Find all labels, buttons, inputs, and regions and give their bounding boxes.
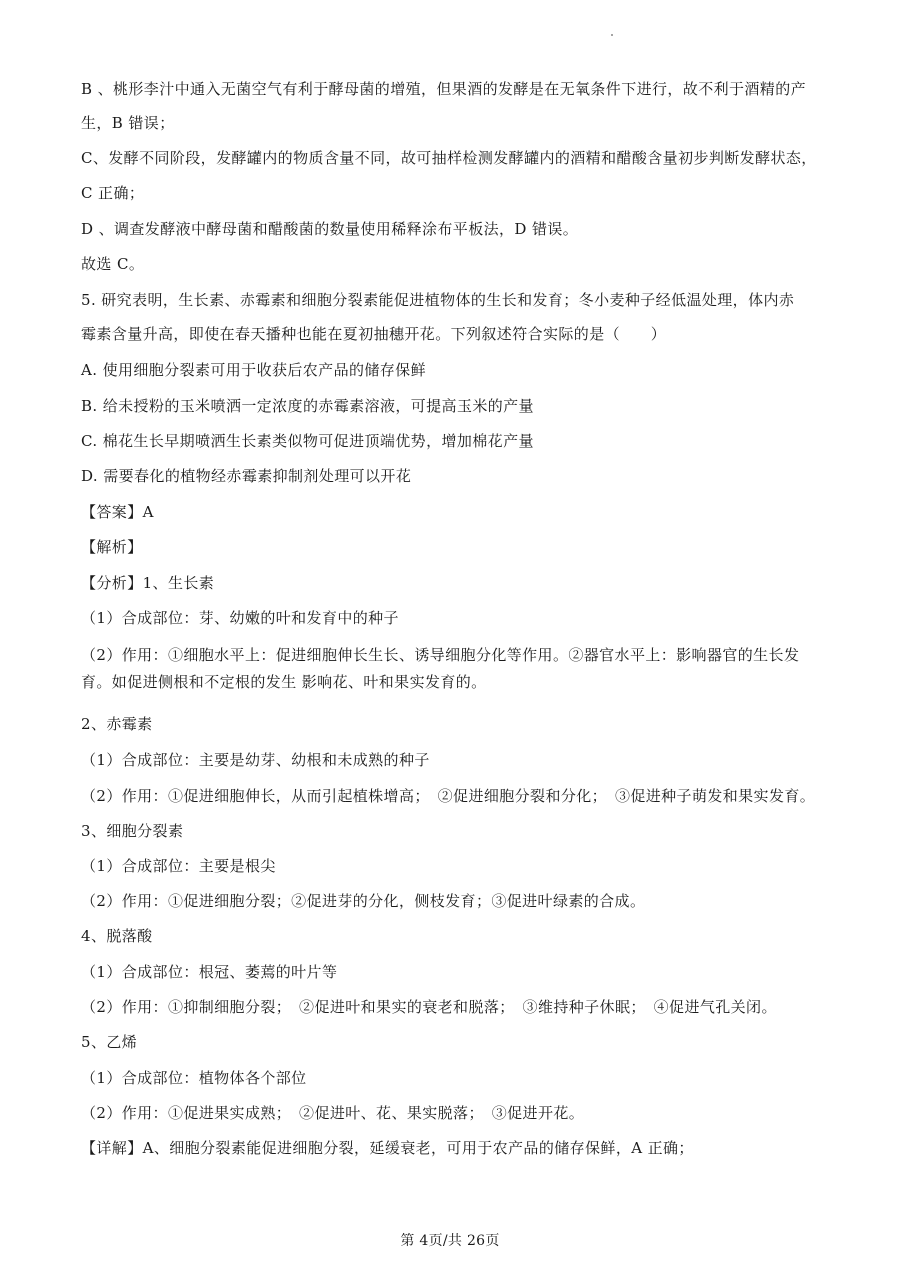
text-line: （1）合成部位：主要是根尖 <box>81 857 276 875</box>
question-stem-line: 5. 研究表明，生长素、赤霉素和细胞分裂素能促进植物体的生长和发育；冬小麦种子经低温处理，体内赤 <box>81 291 795 309</box>
text-line: 4、脱落酸 <box>81 927 153 945</box>
answer-line: 【答案】A <box>81 503 154 521</box>
text-line: 【分析】1、生长素 <box>81 574 215 592</box>
option-c: C. 棉花生长早期喷洒生长素类似物可促进顶端优势，增加棉花产量 <box>81 432 534 450</box>
text-line: （1）合成部位：根冠、萎蔫的叶片等 <box>81 963 338 981</box>
text-line: 生，B 错误； <box>81 114 175 132</box>
option-b: B. 给未授粉的玉米喷洒一定浓度的赤霉素溶液，可提高玉米的产量 <box>81 397 534 415</box>
option-a: A. 使用细胞分裂素可用于收获后农产品的储存保鲜 <box>81 361 426 379</box>
scan-dot-mark <box>611 34 613 36</box>
text-line: （2）作用：①促进果实成熟； ②促进叶、花、果实脱落； ③促进开花。 <box>81 1104 585 1122</box>
text-line: 2、赤霉素 <box>81 715 153 733</box>
analysis-heading: 【解析】 <box>81 538 143 556</box>
text-line: （1）合成部位：主要是幼芽、幼根和未成熟的种子 <box>81 751 430 769</box>
page-number-footer: 第 4页/共 26页 <box>400 1233 500 1249</box>
text-line: 育。如促进侧根和不定根的发生 影响花、叶和果实发育的。 <box>81 673 487 691</box>
text-line: （2）作用：①促进细胞分裂；②促进芽的分化，侧枝发育；③促进叶绿素的合成。 <box>81 892 646 910</box>
option-d: D. 需要春化的植物经赤霉素抑制剂处理可以开花 <box>81 467 412 485</box>
text-line: B 、桃形李汁中通入无菌空气有利于酵母菌的增殖，但果酒的发酵是在无氧条件下进行，故不利于酒精的产 <box>81 80 806 98</box>
text-line: （2）作用：①促进细胞伸长，从而引起植株增高； ②促进细胞分裂和分化； ③促进种子萌发和果实发育。 <box>81 787 816 805</box>
text-line: （2）作用：①细胞水平上：促进细胞伸长生长、诱导细胞分化等作用。②器官水平上：影响器官的生长发 <box>81 646 800 664</box>
text-line: 【详解】A、细胞分裂素能促进细胞分裂，延缓衰老，可用于农产品的储存保鲜，A 正确； <box>81 1139 694 1157</box>
text-line: （1）合成部位：植物体各个部位 <box>81 1069 307 1087</box>
question-stem-line: 霉素含量升高，即使在春天播种也能在夏初抽穗开花。下列叙述符合实际的是（ ） <box>81 325 667 343</box>
text-line: （2）作用：①抑制细胞分裂； ②促进叶和果实的衰老和脱落； ③维持种子休眠； ④促进气孔关闭。 <box>81 998 777 1016</box>
text-line: 5、乙烯 <box>81 1033 138 1051</box>
text-line: C 正确； <box>81 184 145 202</box>
text-line: 故选 C。 <box>81 255 145 273</box>
text-line: C、发酵不同阶段，发酵罐内的物质含量不同，故可抽样检测发酵罐内的酒精和醋酸含量初步判断发酵状态， <box>81 149 817 167</box>
text-line: 3、细胞分裂素 <box>81 822 184 840</box>
text-line: D 、调查发酵液中酵母菌和醋酸菌的数量使用稀释涂布平板法，D 错误。 <box>81 220 579 238</box>
text-line: （1）合成部位：芽、幼嫩的叶和发育中的种子 <box>81 609 399 627</box>
